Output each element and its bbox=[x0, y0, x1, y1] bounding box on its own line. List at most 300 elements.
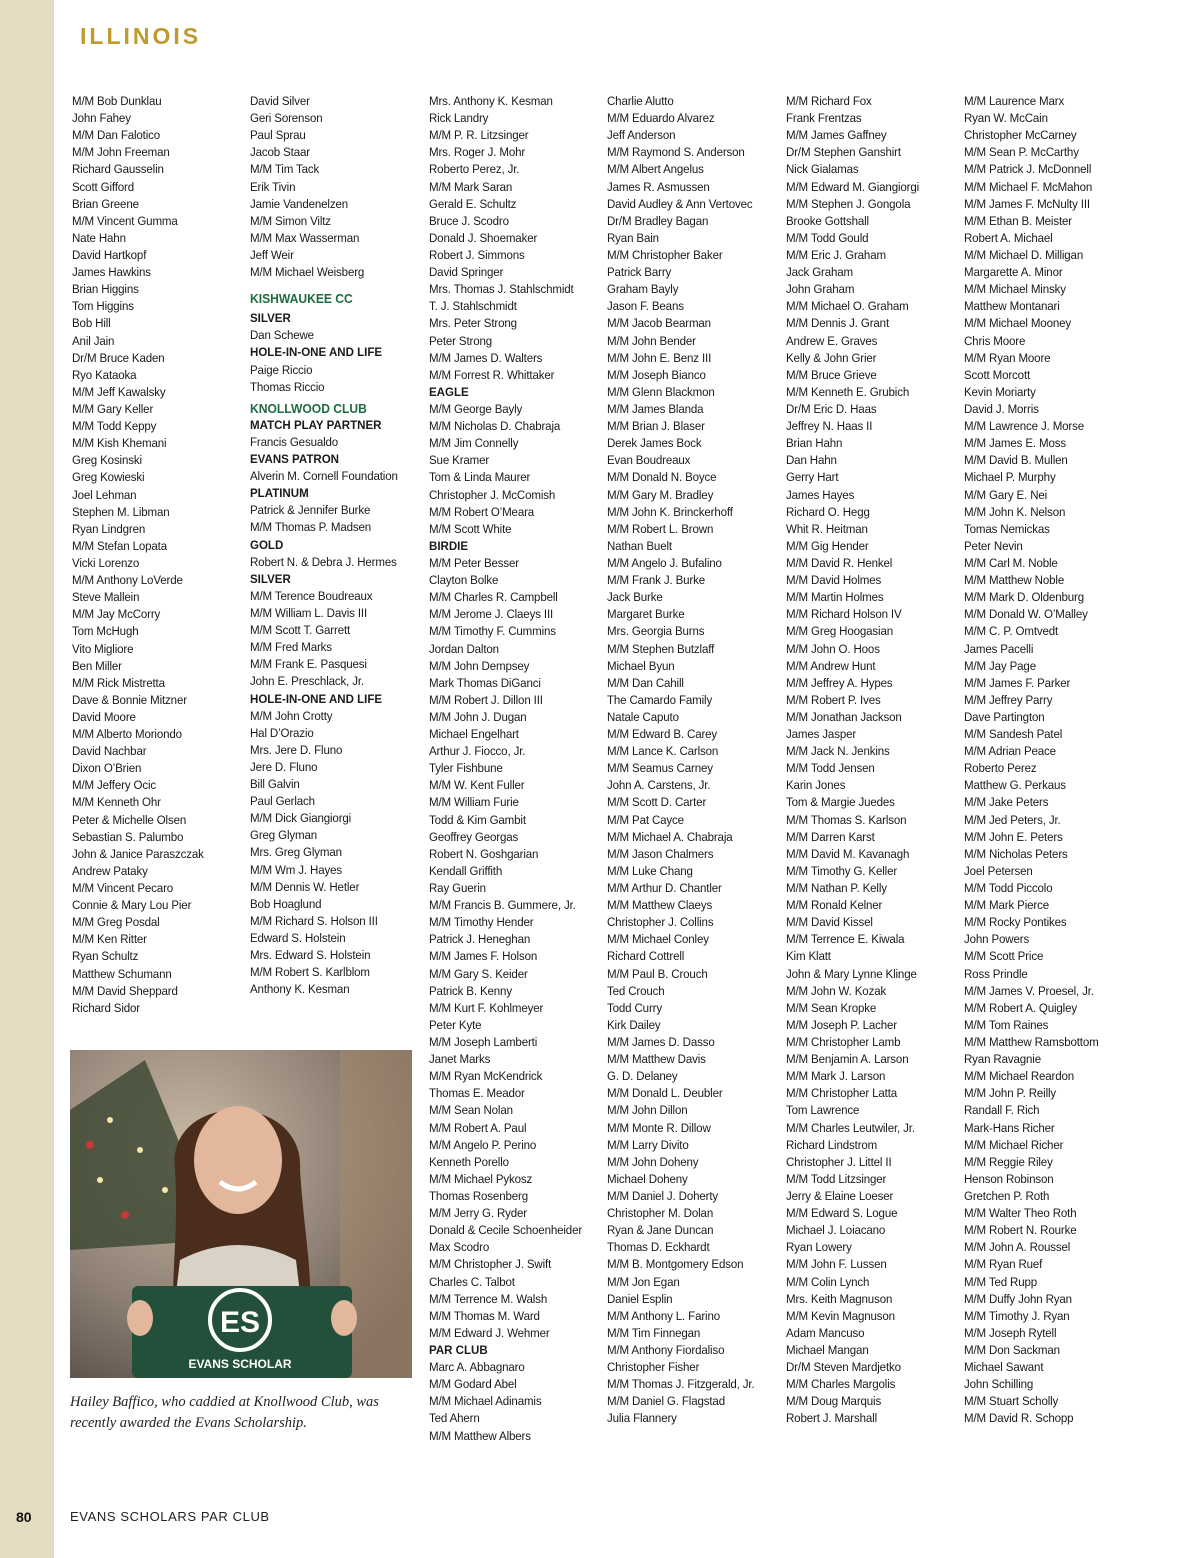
donor-name: The Camardo Family bbox=[607, 692, 713, 707]
donor-name: M/M Terrence M. Walsh bbox=[429, 1291, 548, 1306]
donor-name: Tom Lawrence bbox=[786, 1103, 860, 1118]
donor-name: M/M Thomas M. Ward bbox=[429, 1308, 540, 1323]
donor-name: Anil Jain bbox=[72, 333, 115, 348]
donor-name: Thomas Rosenberg bbox=[429, 1189, 528, 1203]
donor-name: M/M Jay Page bbox=[964, 658, 1036, 673]
donor-name: M/M Robert P. Ives bbox=[786, 692, 881, 707]
donor-name: M/M Pat Cayce bbox=[607, 812, 684, 827]
donor-name: M/M Todd Piccolo bbox=[964, 881, 1053, 896]
donor-name: Peter Kyte bbox=[429, 1017, 482, 1032]
donor-name: Nick Gialamas bbox=[786, 162, 859, 177]
donor-name: Mrs. Georgia Burns bbox=[607, 624, 705, 639]
donor-name: Richard Cottrell bbox=[607, 949, 685, 964]
donor-name: Thomas D. Eckhardt bbox=[607, 1240, 710, 1255]
donor-name: John Graham bbox=[786, 282, 855, 297]
donor-name: M/M Martin Holmes bbox=[786, 590, 884, 605]
donor-name: Daniel Esplin bbox=[607, 1291, 673, 1306]
donor-name: M/M Doug Marquis bbox=[786, 1394, 882, 1409]
donor-name: Andrew Pataky bbox=[72, 863, 148, 878]
donor-name: M/M William Furie bbox=[429, 795, 519, 810]
donor-name: Roberto Perez, Jr. bbox=[429, 162, 520, 177]
donor-name: Thomas E. Meador bbox=[429, 1086, 525, 1101]
donor-name: Charles C. Talbot bbox=[429, 1274, 515, 1289]
donor-name: M/M Nicholas D. Chabraja bbox=[429, 419, 561, 434]
donor-name: David Moore bbox=[72, 709, 136, 724]
donor-name: M/M Donald W. O’Malley bbox=[964, 607, 1088, 622]
donor-name: John E. Preschlack, Jr. bbox=[250, 674, 364, 689]
donor-name: Michael Byun bbox=[607, 658, 675, 673]
donor-name: Derek James Bock bbox=[607, 436, 702, 451]
donor-name: M/M Jack N. Jenkins bbox=[786, 744, 890, 759]
donor-name: Gerald E. Schultz bbox=[429, 196, 517, 211]
donor-name: Henson Robinson bbox=[964, 1171, 1054, 1186]
donor-name: Thomas Riccio bbox=[250, 379, 325, 394]
donor-name: M/M James Blanda bbox=[607, 401, 704, 416]
donor-name: M/M Timothy G. Keller bbox=[786, 863, 898, 878]
donor-name: M/M Daniel G. Flagstad bbox=[607, 1394, 725, 1409]
donor-name: Chris Moore bbox=[964, 333, 1026, 348]
donor-name: M/M Mark D. Oldenburg bbox=[964, 590, 1085, 605]
giving-level-label: MATCH PLAY PARTNER bbox=[250, 417, 382, 432]
donor-name: M/M Duffy John Ryan bbox=[964, 1291, 1072, 1306]
donor-name: Kim Klatt bbox=[786, 949, 831, 964]
donor-name: M/M William L. Davis III bbox=[250, 605, 368, 620]
donor-name: M/M Donald N. Boyce bbox=[607, 470, 717, 485]
donor-name: Paul Gerlach bbox=[250, 794, 315, 809]
donor-name: M/M James F. McNulty III bbox=[964, 196, 1090, 211]
donor-name: M/M Anthony Fiordaliso bbox=[607, 1342, 725, 1357]
donor-name: Stephen M. Libman bbox=[72, 504, 170, 519]
donor-name: M/M John Freeman bbox=[72, 145, 170, 160]
donor-name: M/M Gary E. Nei bbox=[964, 487, 1048, 502]
donor-name: Tyler Fishbune bbox=[429, 761, 503, 776]
donor-name: M/M Todd Keppy bbox=[72, 419, 157, 434]
donor-name: M/M Gig Hender bbox=[786, 538, 869, 553]
donor-name: M/M Robert N. Rourke bbox=[964, 1223, 1077, 1238]
donor-name: M/M Robert A. Quigley bbox=[964, 1000, 1077, 1015]
donor-name: M/M Jason Chalmers bbox=[607, 846, 714, 861]
donor-name: M/M Frank J. Burke bbox=[607, 573, 706, 588]
donor-name: Dr/M Bruce Kaden bbox=[72, 350, 165, 365]
donor-name: M/M Gary M. Bradley bbox=[607, 487, 714, 502]
donor-name: David Hartkopf bbox=[72, 247, 147, 262]
donor-name: Ted Ahern bbox=[429, 1411, 480, 1426]
donor-name: Roberto Perez bbox=[964, 761, 1037, 776]
donor-name: Gerry Hart bbox=[786, 470, 839, 485]
scholar-photo bbox=[70, 1050, 412, 1378]
donor-name: T. J. Stahlschmidt bbox=[429, 299, 517, 314]
donor-name: M/M Charles Leutwiler, Jr. bbox=[786, 1120, 915, 1135]
donor-name: M/M Todd Gould bbox=[786, 230, 869, 245]
giving-level-label: SILVER bbox=[250, 311, 291, 326]
donor-name: M/M Scott T. Garrett bbox=[250, 623, 351, 638]
donor-name: M/M Adrian Peace bbox=[964, 744, 1056, 759]
donor-name: M/M Jacob Bearman bbox=[607, 316, 711, 331]
donor-name: Jack Graham bbox=[786, 265, 853, 280]
donor-name: M/M John W. Kozak bbox=[786, 983, 887, 998]
donor-name: M/M Luke Chang bbox=[607, 863, 693, 878]
donor-name: Bob Hill bbox=[72, 316, 111, 331]
donor-name: Jeff Weir bbox=[250, 247, 294, 262]
donor-name: M/M Stuart Scholly bbox=[964, 1394, 1059, 1409]
donor-name: M/M John Dempsey bbox=[429, 658, 530, 673]
donor-name: M/M Jake Peters bbox=[964, 795, 1049, 810]
donor-name: Christopher J. Littel II bbox=[786, 1154, 892, 1169]
donor-name: M/M John F. Lussen bbox=[786, 1257, 887, 1272]
donor-name: Marc A. Abbagnaro bbox=[429, 1360, 525, 1375]
donor-name: M/M Reggie Riley bbox=[964, 1154, 1053, 1169]
donor-name: M/M Stephen J. Gongola bbox=[786, 196, 911, 211]
donor-name: Paige Riccio bbox=[250, 362, 313, 377]
donor-name: M/M John Doheny bbox=[607, 1154, 699, 1169]
page-number: 80 bbox=[16, 1509, 32, 1525]
donor-name: Dixon O’Brien bbox=[72, 761, 142, 776]
donor-name: M/M Robert L. Brown bbox=[607, 521, 714, 536]
donor-name: M/M Matthew Albers bbox=[429, 1428, 531, 1443]
donor-name: Mrs. Edward S. Holstein bbox=[250, 948, 371, 963]
donor-name: M/M Nathan P. Kelly bbox=[786, 881, 887, 896]
donor-name: M/M Fred Marks bbox=[250, 640, 332, 655]
donor-name: Margarette A. Minor bbox=[964, 265, 1063, 280]
donor-name: M/M John Crotty bbox=[250, 708, 333, 723]
giving-level-label: EAGLE bbox=[429, 384, 469, 399]
donor-name: M/M Stefan Lopata bbox=[72, 538, 168, 553]
donor-name: Tomas Nemickas bbox=[964, 521, 1050, 536]
donor-name: Mark Thomas DiGanci bbox=[429, 675, 541, 690]
donor-name: Matthew Montanari bbox=[964, 299, 1060, 314]
donor-name: M/M Raymond S. Anderson bbox=[607, 145, 745, 160]
donor-name: M/M Christopher Lamb bbox=[786, 1035, 901, 1050]
donor-name: M/M Forrest R. Whittaker bbox=[429, 367, 555, 382]
donor-name: Vicki Lorenzo bbox=[72, 555, 140, 570]
donor-name: M/M John E. Benz III bbox=[607, 350, 712, 365]
donor-name: Peter Nevin bbox=[964, 538, 1023, 553]
donor-name: M/M Ken Ritter bbox=[72, 932, 147, 947]
donor-name: Mrs. Keith Magnuson bbox=[786, 1291, 893, 1306]
donor-name: M/M B. Montgomery Edson bbox=[607, 1257, 744, 1272]
donor-name: Ryan Lindgren bbox=[72, 521, 146, 536]
donor-name: M/M Alberto Moriondo bbox=[72, 727, 182, 742]
donor-name: M/M Angelo J. Bufalino bbox=[607, 555, 722, 570]
donor-name: Sebastian S. Palumbo bbox=[72, 829, 184, 844]
donor-name: Richard Gausselin bbox=[72, 162, 164, 177]
donor-name: David Springer bbox=[429, 265, 504, 280]
donor-name: M/M Simon Viltz bbox=[250, 213, 331, 228]
donor-name: Mrs. Greg Glyman bbox=[250, 845, 342, 860]
giving-level-label: EVANS PATRON bbox=[250, 451, 339, 466]
donor-name: M/M Andrew Hunt bbox=[786, 658, 876, 673]
donor-name: Robert J. Simmons bbox=[429, 247, 525, 262]
donor-name: M/M Mark J. Larson bbox=[786, 1069, 886, 1084]
donor-name: M/M Michael D. Milligan bbox=[964, 247, 1084, 262]
donor-name: M/M Peter Besser bbox=[429, 555, 519, 570]
donor-name: Kevin Moriarty bbox=[964, 384, 1036, 399]
club-name-heading: KISHWAUKEE CC bbox=[250, 291, 353, 307]
donor-name: M/M Seamus Carney bbox=[607, 761, 713, 776]
donor-name: M/M Glenn Blackmon bbox=[607, 384, 715, 399]
donor-name: M/M Anthony LoVerde bbox=[72, 573, 183, 588]
donor-name: Peter & Michelle Olsen bbox=[72, 812, 187, 827]
donor-name: Jacob Staar bbox=[250, 145, 310, 160]
donor-name: Christopher M. Dolan bbox=[607, 1206, 714, 1221]
donor-name: John A. Carstens, Jr. bbox=[607, 778, 711, 793]
donor-name: M/M Joseph Lamberti bbox=[429, 1035, 538, 1050]
donor-name: M/M Laurence Marx bbox=[964, 94, 1065, 108]
donor-name: M/M Jon Egan bbox=[607, 1274, 680, 1289]
donor-name: David J. Morris bbox=[964, 401, 1039, 416]
donor-name: M/M John Dillon bbox=[607, 1103, 688, 1118]
donor-name: Edward S. Holstein bbox=[250, 931, 346, 946]
donor-name: Dr/M Steven Mardjetko bbox=[786, 1360, 901, 1375]
donor-name: Jerry & Elaine Loeser bbox=[786, 1189, 894, 1203]
giving-level-label: BIRDIE bbox=[429, 538, 469, 553]
donor-name: M/M Joseph P. Lacher bbox=[786, 1017, 898, 1032]
donor-name: M/M David Sheppard bbox=[72, 983, 178, 998]
donor-name: M/M Michael Pykosz bbox=[429, 1171, 533, 1186]
donor-name: James Pacelli bbox=[964, 641, 1034, 656]
donor-name: M/M Albert Angelus bbox=[607, 162, 704, 177]
donor-name: Matthew Schumann bbox=[72, 966, 172, 981]
donor-name: Kendall Griffith bbox=[429, 863, 503, 878]
donor-name: Erik Tivin bbox=[250, 179, 296, 194]
donor-name: M/M John O. Hoos bbox=[786, 641, 880, 656]
donor-name: Anthony K. Kesman bbox=[250, 982, 350, 997]
donor-name: M/M Timothy F. Cummins bbox=[429, 624, 556, 639]
donor-name: Donald & Cecile Schoenheider bbox=[429, 1223, 583, 1238]
donor-name: M/M Scott D. Carter bbox=[607, 795, 707, 810]
donor-name: M/M Stephen Butzlaff bbox=[607, 641, 715, 656]
donor-name: M/M Michael Minsky bbox=[964, 282, 1066, 297]
donor-name: Ryan Bain bbox=[607, 230, 659, 245]
donor-name: M/M Michael Reardon bbox=[964, 1069, 1075, 1084]
flag-logo: ES bbox=[219, 1306, 261, 1339]
donor-name: Jamie Vandenelzen bbox=[250, 196, 348, 211]
donor-name: M/M John K. Nelson bbox=[964, 504, 1066, 519]
donor-name: M/M David Kissel bbox=[786, 915, 873, 930]
donor-name: Joel Lehman bbox=[72, 487, 137, 502]
donor-name: M/M Ryan Moore bbox=[964, 350, 1051, 365]
donor-name: Scott Gifford bbox=[72, 179, 135, 194]
donor-name: M/M Joseph Bianco bbox=[607, 367, 706, 382]
donor-name: M/M Patrick J. McDonnell bbox=[964, 162, 1092, 177]
donor-name: Mrs. Anthony K. Kesman bbox=[429, 94, 553, 108]
donor-name: M/M Tim Tack bbox=[250, 162, 320, 177]
donor-name: Greg Kowieski bbox=[72, 470, 145, 485]
donor-name: M/M Robert O’Meara bbox=[429, 504, 535, 519]
donor-name: M/M Michael Adinamis bbox=[429, 1394, 542, 1409]
donor-name: Bruce J. Scodro bbox=[429, 213, 509, 228]
donor-name: M/M Jay McCorry bbox=[72, 607, 161, 622]
donor-name: M/M John P. Reilly bbox=[964, 1086, 1057, 1101]
donor-name: Christopher McCarney bbox=[964, 128, 1077, 143]
donor-name: M/M Todd Litzsinger bbox=[786, 1171, 887, 1186]
donor-name: Brian Greene bbox=[72, 196, 139, 211]
donor-name: M/M Kevin Magnuson bbox=[786, 1308, 895, 1323]
donor-name: M/M Max Wasserman bbox=[250, 230, 360, 245]
donor-name: Dave Partington bbox=[964, 709, 1045, 724]
donor-name: Christopher J. Collins bbox=[607, 915, 714, 930]
donor-name: M/M Matthew Noble bbox=[964, 573, 1065, 588]
donor-name: M/M Daniel J. Doherty bbox=[607, 1189, 719, 1203]
donor-name: Christopher J. McComish bbox=[429, 487, 556, 502]
donor-name: M/M Ronald Kelner bbox=[786, 898, 883, 913]
donor-name: M/M Sean Nolan bbox=[429, 1103, 513, 1118]
donor-name: John Schilling bbox=[964, 1377, 1034, 1392]
donor-name: Francis Gesualdo bbox=[250, 434, 339, 449]
donor-name: M/M Michael Weisberg bbox=[250, 265, 365, 280]
donor-name: M/M John J. Dugan bbox=[429, 709, 527, 724]
donor-name: M/M Rick Mistretta bbox=[72, 675, 165, 690]
donor-name: Michael Sawant bbox=[964, 1360, 1044, 1375]
donor-name: M/M Edward J. Wehmer bbox=[429, 1325, 550, 1340]
donor-name: Charlie Alutto bbox=[607, 94, 674, 108]
donor-name: Alverin M. Cornell Foundation bbox=[250, 469, 398, 484]
donor-name: M/M Angelo P. Perino bbox=[429, 1137, 537, 1152]
donor-name: M/M Kurt F. Kohlmeyer bbox=[429, 1000, 544, 1015]
donor-name: Tom & Margie Juedes bbox=[786, 795, 895, 810]
footer-publication: EVANS SCHOLARS PAR CLUB bbox=[70, 1509, 270, 1524]
donor-name: M/M Richard S. Holson III bbox=[250, 913, 378, 928]
donor-name: Adam Mancuso bbox=[786, 1325, 865, 1340]
donor-name: M/M Jeffrey A. Hypes bbox=[786, 675, 893, 690]
donor-name: Randall F. Rich bbox=[964, 1103, 1040, 1118]
donor-name: M/M Dennis J. Grant bbox=[786, 316, 890, 331]
donor-name: M/M James F. Parker bbox=[964, 675, 1071, 690]
donor-name: Greg Glyman bbox=[250, 828, 317, 843]
giving-level-label: HOLE-IN-ONE AND LIFE bbox=[250, 345, 383, 360]
donor-name: M/M Ethan B. Meister bbox=[964, 213, 1072, 228]
donor-name: Patrick & Jennifer Burke bbox=[250, 503, 371, 518]
donor-name: M/M Colin Lynch bbox=[786, 1274, 870, 1289]
donor-name: Margaret Burke bbox=[607, 607, 685, 622]
donor-name: Ryan & Jane Duncan bbox=[607, 1223, 714, 1238]
donor-name: Graham Bayly bbox=[607, 282, 679, 297]
donor-name: M/M Richard Fox bbox=[786, 94, 872, 108]
donor-name: M/M Jonathan Jackson bbox=[786, 709, 902, 724]
donor-name: M/M Robert S. Karlblom bbox=[250, 965, 370, 980]
donor-name: Nate Hahn bbox=[72, 230, 126, 245]
donor-name: M/M Dick Giangiorgi bbox=[250, 811, 352, 826]
donor-name: Mark-Hans Richer bbox=[964, 1120, 1055, 1135]
donor-name: Robert A. Michael bbox=[964, 230, 1053, 245]
flag-text: EVANS SCHOLAR bbox=[188, 1357, 292, 1371]
donor-name: Brian Higgins bbox=[72, 282, 139, 297]
donor-name: M/M Anthony L. Farino bbox=[607, 1308, 721, 1323]
donor-name: M/M David Holmes bbox=[786, 573, 882, 588]
donor-name: M/M Dennis W. Hetler bbox=[250, 879, 360, 894]
donor-name: M/M Darren Karst bbox=[786, 829, 875, 844]
donor-name: Sue Kramer bbox=[429, 453, 490, 468]
club-name-heading: KNOLLWOOD CLUB bbox=[250, 400, 367, 416]
donor-name: Richard O. Hegg bbox=[786, 504, 870, 519]
donor-name: Evan Boudreaux bbox=[607, 453, 691, 468]
donor-name: Todd & Kim Gambit bbox=[429, 812, 526, 827]
donor-name: Kirk Dailey bbox=[607, 1017, 661, 1032]
donor-name: Jack Burke bbox=[607, 590, 663, 605]
donor-name: M/M Carl M. Noble bbox=[964, 555, 1058, 570]
donor-name: M/M Vincent Pecaro bbox=[72, 881, 174, 896]
donor-name: M/M David R. Schopp bbox=[964, 1411, 1074, 1426]
photo-caption: Hailey Baffico, who caddied at Knollwood Club, was recently awarded the Evans Scholarship. bbox=[70, 1394, 379, 1431]
donor-name: M/M Richard Holson IV bbox=[786, 607, 902, 622]
donor-name: John & Janice Paraszczak bbox=[72, 846, 204, 861]
donor-name: Connie & Mary Lou Pier bbox=[72, 898, 192, 913]
donor-name: Patrick Barry bbox=[607, 265, 672, 280]
donor-name: M/M Nicholas Peters bbox=[964, 846, 1068, 861]
donor-name: M/M John Bender bbox=[607, 333, 696, 348]
donor-name: Janet Marks bbox=[429, 1052, 491, 1067]
donor-name: M/M James F. Holson bbox=[429, 949, 538, 964]
donor-name: M/M Greg Posdal bbox=[72, 915, 160, 930]
donor-name: M/M Vincent Gumma bbox=[72, 213, 178, 228]
donor-name: M/M Frank E. Pasquesi bbox=[250, 657, 367, 672]
donor-name: Bill Galvin bbox=[250, 777, 300, 792]
donor-name: M/M Scott Price bbox=[964, 949, 1044, 964]
donor-name: M/M Matthew Ramsbottom bbox=[964, 1035, 1099, 1050]
donor-name: M/M Kenneth E. Grubich bbox=[786, 384, 910, 399]
donor-name: M/M Paul B. Crouch bbox=[607, 966, 708, 981]
donor-name: Jeff Anderson bbox=[607, 128, 676, 143]
donor-name: Robert N. Goshgarian bbox=[429, 846, 539, 861]
donor-name: Nathan Buelt bbox=[607, 538, 672, 553]
donor-name: M/M Brian J. Blaser bbox=[607, 419, 705, 434]
donor-name: Ryo Kataoka bbox=[72, 367, 137, 382]
donor-name: M/M Greg Hoogasian bbox=[786, 624, 894, 639]
donor-name: M/M Michael Conley bbox=[607, 932, 709, 947]
donor-name: M/M Edward S. Logue bbox=[786, 1206, 898, 1221]
donor-name: M/M W. Kent Fuller bbox=[429, 778, 525, 793]
donor-name: Ted Crouch bbox=[607, 983, 665, 998]
donor-name: Todd Curry bbox=[607, 1000, 662, 1015]
donor-name: M/M Lawrence J. Morse bbox=[964, 419, 1085, 434]
donor-name: John Fahey bbox=[72, 111, 131, 126]
donor-name: M/M Eduardo Alvarez bbox=[607, 111, 715, 126]
donor-name: Matthew G. Perkaus bbox=[964, 778, 1066, 793]
donor-name: Jeffrey N. Haas II bbox=[786, 419, 873, 434]
donor-name: M/M Benjamin A. Larson bbox=[786, 1052, 909, 1067]
donor-name: Patrick B. Kenny bbox=[429, 983, 512, 998]
donor-name: Michael J. Loiacano bbox=[786, 1223, 886, 1238]
donor-name: Frank Frentzas bbox=[786, 111, 862, 126]
donor-name: Mrs. Jere D. Fluno bbox=[250, 742, 343, 757]
donor-name: M/M Jeffery Ocic bbox=[72, 778, 156, 793]
donor-name: Arthur J. Fiocco, Jr. bbox=[429, 744, 526, 759]
donor-name: M/M Charles Margolis bbox=[786, 1377, 896, 1392]
donor-name: Steve Mallein bbox=[72, 590, 140, 605]
donor-name: Tom McHugh bbox=[72, 624, 139, 639]
donor-name: Kelly & John Grier bbox=[786, 350, 877, 365]
giving-level-label: SILVER bbox=[250, 571, 291, 586]
donor-name: M/M Christopher Baker bbox=[607, 247, 723, 262]
donor-name: M/M James Gaffney bbox=[786, 128, 887, 143]
donor-column-5 bbox=[786, 93, 958, 1428]
donor-name: M/M John E. Peters bbox=[964, 829, 1063, 844]
donor-name: Hal D’Orazio bbox=[250, 725, 314, 740]
donor-name: M/M Jerome J. Claeys III bbox=[429, 607, 554, 622]
donor-name: James Jasper bbox=[786, 727, 857, 742]
donor-name: M/M Jed Peters, Jr. bbox=[964, 812, 1061, 827]
side-accent-bar bbox=[0, 0, 54, 1558]
donor-name: Ryan Ravagnie bbox=[964, 1052, 1041, 1067]
donor-name: M/M P. R. Litzsinger bbox=[429, 128, 529, 143]
donor-name: M/M David R. Henkel bbox=[786, 555, 893, 570]
donor-name: Natale Caputo bbox=[607, 709, 679, 724]
donor-name: M/M Kish Khemani bbox=[72, 436, 167, 451]
donor-name: Greg Kosinski bbox=[72, 453, 142, 468]
donor-name: James Hawkins bbox=[72, 265, 151, 280]
donor-name: M/M Rocky Pontikes bbox=[964, 915, 1067, 930]
donor-name: M/M John A. Roussel bbox=[964, 1240, 1071, 1255]
